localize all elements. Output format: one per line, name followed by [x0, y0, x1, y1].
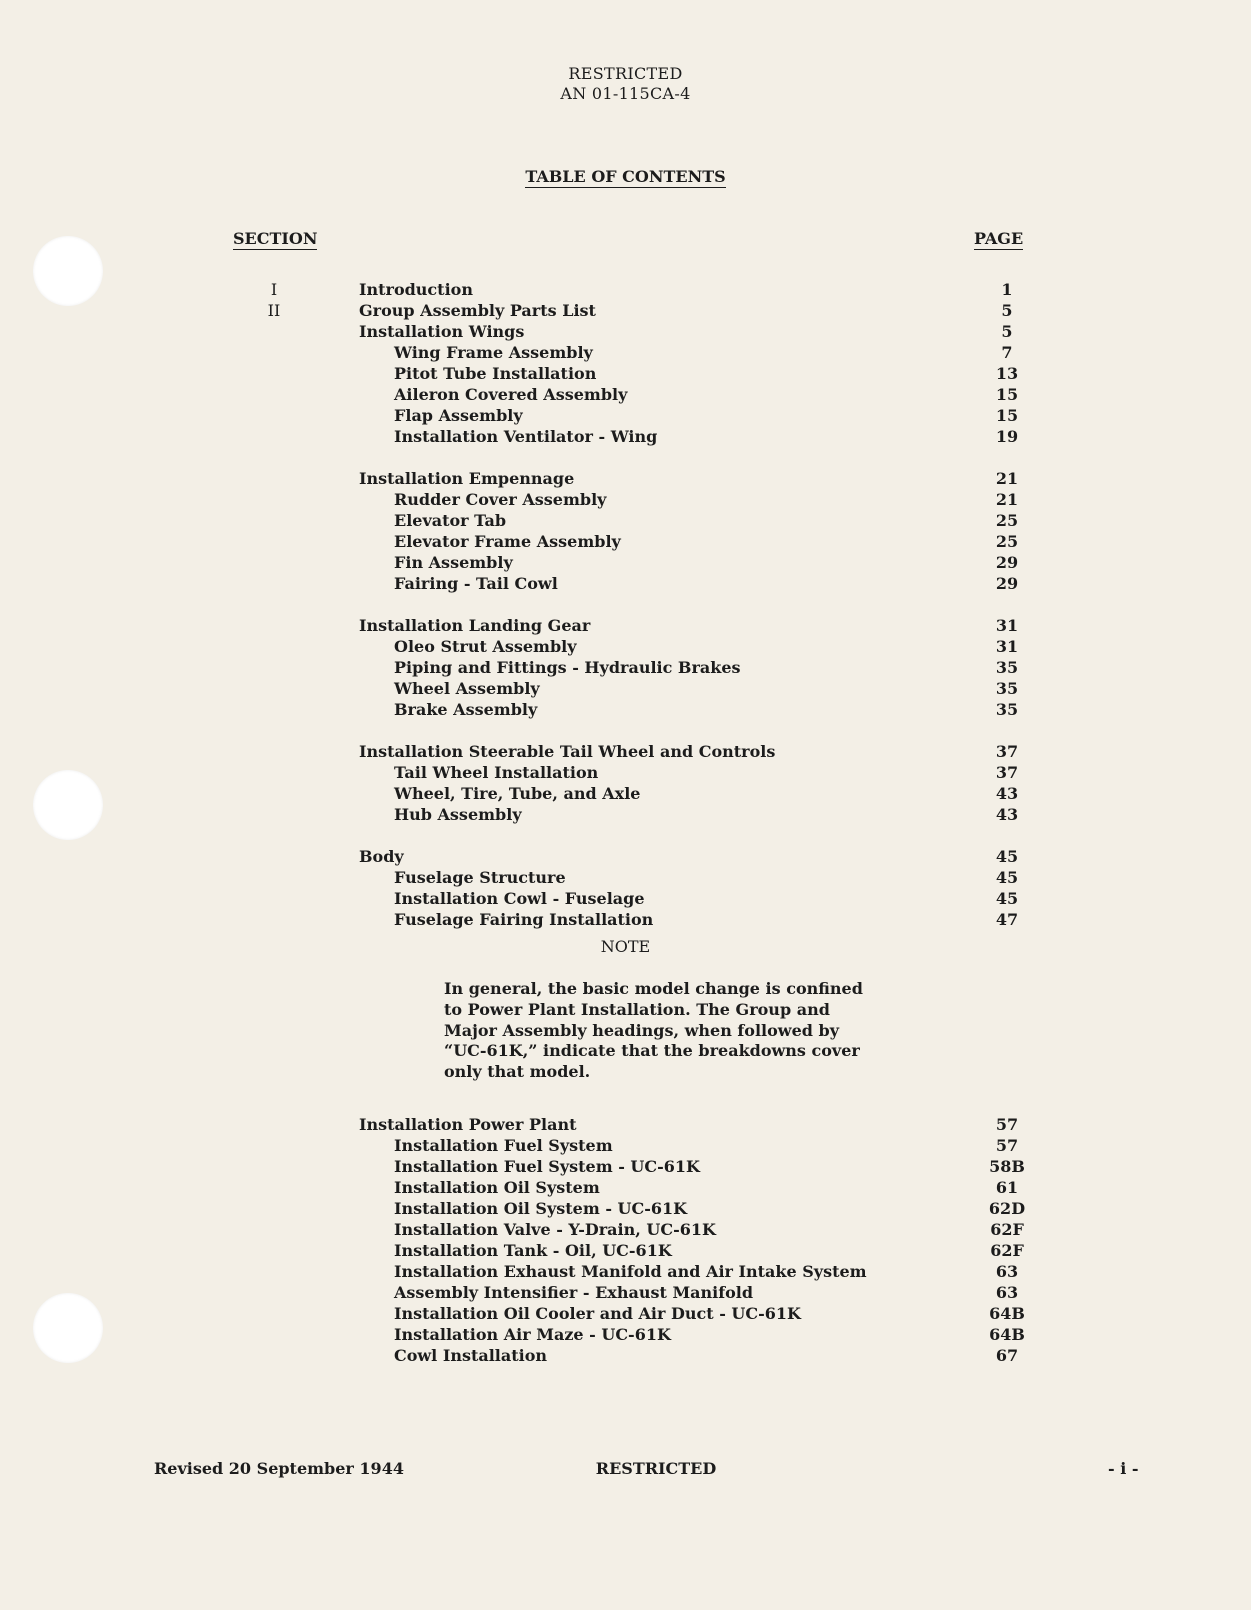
toc-page-number: 15	[995, 406, 1019, 425]
toc-subentry: Installation Tank - Oil, UC-61K	[394, 1241, 672, 1260]
toc-page-number: 62F	[990, 1241, 1024, 1260]
toc-group-entry: Installation Steerable Tail Wheel and Controls	[359, 742, 776, 761]
toc-page-number: 58B	[989, 1157, 1025, 1176]
toc-page-number: 31	[995, 616, 1019, 635]
punch-hole	[33, 770, 103, 840]
toc-page-number: 21	[995, 490, 1019, 509]
toc-page-number: 45	[995, 868, 1019, 887]
toc-subentry: Installation Air Maze - UC-61K	[394, 1325, 671, 1344]
toc-page-number: 37	[995, 763, 1019, 782]
toc-page-number: 43	[995, 784, 1019, 803]
toc-subentry: Installation Oil Cooler and Air Duct - UC-61K	[394, 1304, 801, 1323]
toc-page-number: 29	[995, 553, 1019, 572]
toc-subentry: Oleo Strut Assembly	[394, 637, 577, 656]
toc-subentry: Installation Valve - Y-Drain, UC-61K	[394, 1220, 716, 1239]
toc-page-number: 67	[995, 1346, 1019, 1365]
punch-hole	[33, 1293, 103, 1363]
toc-page-number: 29	[995, 574, 1019, 593]
toc-subentry: Wheel Assembly	[394, 679, 540, 698]
toc-group-entry: Introduction	[359, 280, 473, 299]
toc-page-number: 15	[995, 385, 1019, 404]
toc-page-number: 63	[995, 1283, 1019, 1302]
toc-subentry: Installation Fuel System	[394, 1136, 613, 1155]
toc-page-number: 19	[995, 427, 1019, 446]
toc-page-number: 62D	[988, 1199, 1026, 1218]
toc-subentry: Hub Assembly	[394, 805, 522, 824]
toc-page-number: 43	[995, 805, 1019, 824]
footer-page-number: - i -	[1108, 1459, 1139, 1478]
toc-page-number: 45	[995, 889, 1019, 908]
toc-subentry: Installation Exhaust Manifold and Air Intake System	[394, 1262, 867, 1281]
toc-group-entry: Body	[359, 847, 404, 866]
toc-subentry: Aileron Covered Assembly	[394, 385, 628, 404]
toc-subentry: Cowl Installation	[394, 1346, 548, 1365]
toc-title: TABLE OF CONTENTS	[525, 167, 726, 186]
toc-subentry: Elevator Tab	[394, 511, 507, 530]
toc-subentry: Elevator Frame Assembly	[394, 532, 621, 551]
toc-subentry: Fairing - Tail Cowl	[394, 574, 558, 593]
toc-page-number: 5	[1001, 322, 1013, 341]
section-column-heading: SECTION	[233, 229, 318, 248]
toc-section-number: I	[270, 280, 278, 299]
toc-subentry: Flap Assembly	[394, 406, 523, 425]
toc-subentry: Installation Fuel System - UC-61K	[394, 1157, 700, 1176]
toc-page-number: 13	[995, 364, 1019, 383]
toc-subentry: Installation Ventilator - Wing	[394, 427, 658, 446]
toc-page-number: 7	[1001, 343, 1013, 362]
toc-page-number: 35	[995, 658, 1019, 677]
toc-page-number: 35	[995, 700, 1019, 719]
note-line: only that model.	[444, 1062, 591, 1082]
toc-subentry: Fuselage Structure	[394, 868, 566, 887]
toc-page-number: 45	[995, 847, 1019, 866]
toc-page-number: 61	[995, 1178, 1019, 1197]
toc-subentry: Tail Wheel Installation	[394, 763, 599, 782]
note-body	[444, 979, 904, 1083]
toc-page-number: 64B	[989, 1325, 1025, 1344]
toc-page-number: 57	[995, 1115, 1019, 1134]
toc-page-number: 35	[995, 679, 1019, 698]
toc-page-number: 57	[995, 1136, 1019, 1155]
toc-page-number: 62F	[990, 1220, 1024, 1239]
toc-subentry: Wing Frame Assembly	[394, 343, 593, 362]
toc-group-entry: Installation Empennage	[359, 469, 575, 488]
toc-page-number: 31	[995, 637, 1019, 656]
note-line: In general, the basic model change is confined	[444, 979, 863, 998]
toc-subentry: Installation Oil System - UC-61K	[394, 1199, 688, 1218]
toc-group-entry: Group Assembly Parts List	[359, 301, 596, 320]
toc-page-number: 21	[995, 469, 1019, 488]
toc-subentry: Piping and Fittings - Hydraulic Brakes	[394, 658, 741, 677]
note-line: “UC-61K,” indicate that the breakdowns cover	[444, 1041, 860, 1061]
header-doc-number: AN 01-115CA-4	[560, 84, 691, 103]
toc-page-number: 1	[1001, 280, 1013, 299]
toc-page-number: 63	[995, 1262, 1019, 1281]
toc-page-number: 25	[995, 532, 1019, 551]
toc-page-number: 25	[995, 511, 1019, 530]
toc-subentry: Fin Assembly	[394, 553, 513, 572]
page-column-heading: PAGE	[974, 229, 1024, 248]
header-classification: RESTRICTED	[568, 64, 683, 83]
toc-page-number: 5	[1001, 301, 1013, 320]
toc-page-number: 64B	[989, 1304, 1025, 1323]
note-line: to Power Plant Installation. The Group and	[444, 999, 830, 1019]
toc-group-entry: Installation Landing Gear	[359, 616, 591, 635]
toc-subentry: Rudder Cover Assembly	[394, 490, 607, 509]
toc-subentry: Pitot Tube Installation	[394, 364, 597, 383]
note-heading: NOTE	[600, 937, 651, 956]
toc-subentry: Fuselage Fairing Installation	[394, 910, 654, 929]
toc-page-number: 37	[995, 742, 1019, 761]
toc-subentry: Installation Cowl - Fuselage	[394, 889, 645, 908]
footer-classification: RESTRICTED	[595, 1459, 717, 1478]
toc-group-entry: Installation Power Plant	[359, 1115, 577, 1134]
toc-subentry: Assembly Intensifier - Exhaust Manifold	[394, 1283, 754, 1302]
note-line: Major Assembly headings, when followed by	[444, 1020, 839, 1040]
punch-hole	[33, 236, 103, 306]
toc-subentry: Wheel, Tire, Tube, and Axle	[394, 784, 641, 803]
toc-page-number: 47	[995, 910, 1019, 929]
toc-subentry: Brake Assembly	[394, 700, 538, 719]
toc-group-entry: Installation Wings	[359, 322, 525, 341]
toc-subentry: Installation Oil System	[394, 1178, 600, 1197]
toc-section-number: II	[267, 301, 281, 320]
footer-revision: Revised 20 September 1944	[154, 1459, 404, 1478]
